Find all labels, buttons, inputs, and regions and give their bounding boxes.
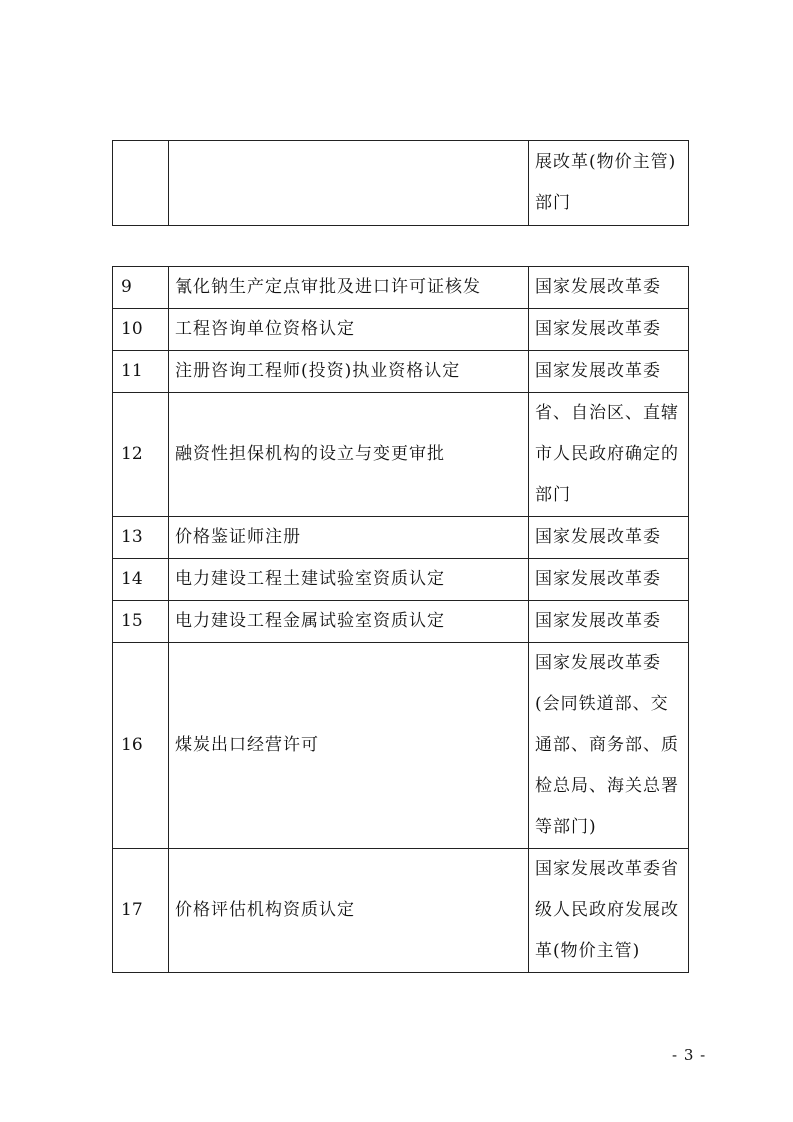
item-number	[113, 141, 169, 226]
item-number: 12	[113, 393, 169, 517]
item-department: 国家发展改革委	[529, 601, 689, 643]
continuation-table	[112, 140, 689, 226]
item-number: 17	[113, 849, 169, 973]
approval-items-table	[112, 266, 689, 973]
item-department: 国家发展改革委省级人民政府发展改革(物价主管)	[529, 849, 689, 973]
item-number: 14	[113, 559, 169, 601]
item-name: 价格评估机构资质认定	[169, 849, 529, 973]
item-department: 国家发展改革委	[529, 559, 689, 601]
table-row	[113, 267, 689, 309]
item-department: 国家发展改革委(会同铁道部、交通部、商务部、质检总局、海关总署等部门)	[529, 643, 689, 849]
page-number: - 3 -	[672, 1046, 707, 1064]
item-department: 展改革(物价主管)部门	[529, 141, 689, 226]
item-name: 电力建设工程金属试验室资质认定	[169, 601, 529, 643]
item-number: 10	[113, 309, 169, 351]
item-number: 9	[113, 267, 169, 309]
item-number: 11	[113, 351, 169, 393]
table-row	[113, 517, 689, 559]
item-number: 16	[113, 643, 169, 849]
item-name	[169, 141, 529, 226]
item-name: 注册咨询工程师(投资)执业资格认定	[169, 351, 529, 393]
table-row	[113, 309, 689, 351]
item-department: 国家发展改革委	[529, 517, 689, 559]
item-number: 15	[113, 601, 169, 643]
item-department: 国家发展改革委	[529, 267, 689, 309]
table-row	[113, 601, 689, 643]
table-row	[113, 643, 689, 849]
item-name: 煤炭出口经营许可	[169, 643, 529, 849]
table-row	[113, 849, 689, 973]
table-row	[113, 559, 689, 601]
table-row	[113, 393, 689, 517]
item-department: 国家发展改革委	[529, 309, 689, 351]
item-department: 国家发展改革委	[529, 351, 689, 393]
item-department: 省、自治区、直辖市人民政府确定的部门	[529, 393, 689, 517]
item-name: 工程咨询单位资格认定	[169, 309, 529, 351]
table-row	[113, 351, 689, 393]
item-name: 融资性担保机构的设立与变更审批	[169, 393, 529, 517]
item-name: 氰化钠生产定点审批及进口许可证核发	[169, 267, 529, 309]
table-row	[113, 141, 689, 226]
item-name: 电力建设工程土建试验室资质认定	[169, 559, 529, 601]
item-number: 13	[113, 517, 169, 559]
item-name: 价格鉴证师注册	[169, 517, 529, 559]
